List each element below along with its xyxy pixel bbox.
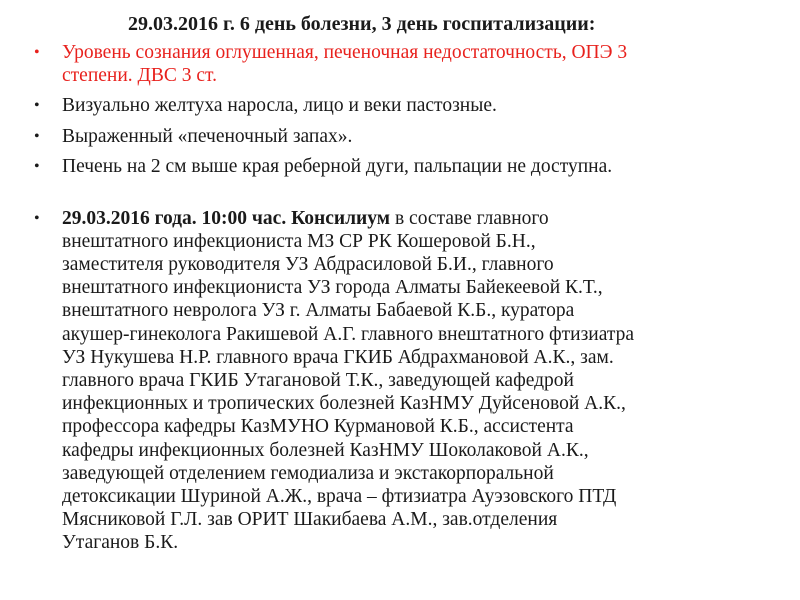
item-text: Визуально желтуха наросла, лицо и веки пастозные. [62,95,497,116]
line: заместителя руководителя УЗ Абдрасиловой Б.И., главного [62,253,554,275]
line: Утаганов Б.К. [62,532,179,554]
line: в составе главного [390,207,549,229]
line: Мясниковой Г.Л. зав ОРИТ Шакибаева А.М., зав.отделения [62,509,558,531]
item-text: Выраженный «печеночный запах». [62,125,353,147]
line: Уровень сознания оглушенная, печеночная недостаточность, ОПЭ 3 [62,42,628,63]
line: инфекционных и тропических болезней КазНМУ Дуйсеновой А.К., [62,393,626,415]
bullet-icon: • [34,44,40,61]
bullet-icon: • [34,158,40,175]
list-item-jaundice [34,95,794,118]
line: степени. ДВС 3 ст. [62,64,217,86]
bullet-icon: • [34,209,40,227]
consilium-date: 29.03.2016 года. 10:00 час. [62,207,287,229]
line: профессора кафедры КазМУНО Курмановой К.Б., ассистента [62,416,574,438]
line: кафедры инфекционных болезней КазНМУ Шоколаковой А.К., [62,439,589,461]
slide-heading: 29.03.2016 г. 6 день болезни, 3 день госпитализации: [128,13,596,35]
consilium-label: Консилиум [291,207,391,229]
line: заведующей отделением гемодиализа и экстакорпоральной [62,462,554,484]
list-item-consilium [34,207,794,555]
line: внештатного инфекциониста МЗ СР РК Кошеровой Б.Н., [62,230,536,252]
line: акушер-гинеколога Ракишевой А.Г. главного внештатного фтизиатра [62,323,635,345]
item-text: Печень на 2 см выше края реберной дуги, пальпации не доступна. [62,156,613,177]
line: детоксикации Шуриной А.Ж., врача – фтизиатра Ауэзовского ПТД [62,485,617,507]
bullet-icon: • [34,127,40,145]
list-item-odor [34,126,794,149]
line: главного врача ГКИБ Утагановой Т.К., заведующей кафедрой [62,369,574,391]
line: УЗ Нукушева Н.Р. главного врача ГКИБ Абдрахмановой А.К., зам. [62,346,614,368]
list-item-liver [34,156,794,179]
list-item-consciousness [34,42,794,87]
line: внештатного инфекциониста УЗ города Алматы Байекеевой К.Т., [62,277,603,299]
bullet-icon: • [34,97,40,114]
bullet-list [34,42,794,555]
line: внештатного невролога УЗ г. Алматы Бабаевой К.Б., куратора [62,300,575,322]
